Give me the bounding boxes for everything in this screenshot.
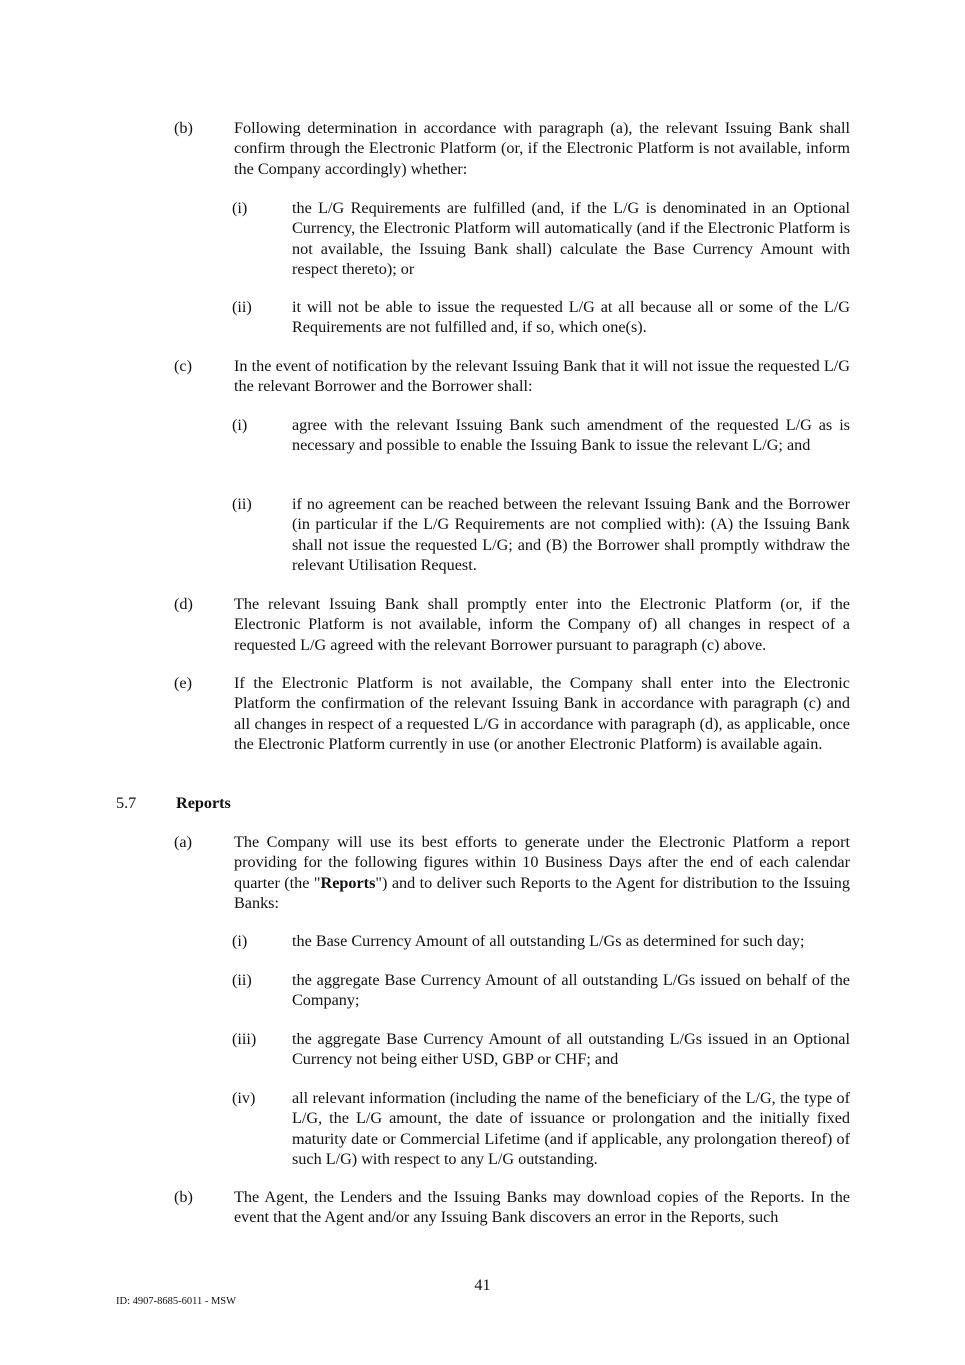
subparagraph-text: all relevant information (including the name of the beneficiary of the L/G, the type of L/G, the L/G amount, the date of issuance or prolongation and the initially fixed maturity date or Commercial Lifetime (and if applicable, any prolongation thereof) of such L/G) with respect to any L/G outstanding. [292,1089,850,1169]
paragraph-text: The Agent, the Lenders and the Issuing Banks may download copies of the Reports. In the event that the Agent and/or any Issuing Bank discovers an error in the Reports, such [234,1188,850,1227]
text-segment: ") and to deliver such Reports to the Agent for distribution to the Issuing Banks: [234,873,850,913]
subparagraph-label: (ii) [232,495,252,513]
document-id: ID: 4907-8685-6011 - MSW [116,1296,237,1307]
subparagraph-text: it will not be able to issue the requested L/G at all because all or some of the L/G Requirements are not fulfilled and, if so, which one(s). [292,298,850,337]
subparagraph-text: the Base Currency Amount of all outstanding L/Gs as determined for such day; [292,932,805,950]
section-number: 5.7 [116,794,137,812]
paragraph-label: (b) [174,119,193,137]
paragraph-label: (a) [174,833,192,851]
subparagraph-label: (iv) [232,1089,256,1107]
paragraph-label: (c) [174,357,192,375]
page-number: 41 [474,1276,491,1294]
subparagraph-label: (i) [232,416,248,434]
paragraph-label: (d) [174,595,193,613]
subparagraph-label: (i) [232,199,248,217]
subparagraph-label: (i) [232,932,248,950]
subparagraph-text: the L/G Requirements are fulfilled (and, if the L/G is denominated in an Optional Currency, the Electronic Platform will automatically (and if the Electronic Platform is not available, the Issuing Bank shall) calculate the Base Currency Amount with respect thereto); or [292,199,850,279]
section-title: Reports [176,794,231,812]
subparagraph-text: the aggregate Base Currency Amount of all outstanding L/Gs issued on behalf of the Company; [292,971,850,1010]
paragraph-text: Following determination in accordance with paragraph (a), the relevant Issuing Bank shall confirm through the Electronic Platform (or, if the Electronic Platform is not available, inform the Company accordingly) whether: [234,119,850,178]
paragraph-label: (e) [174,674,192,692]
subparagraph-text: if no agreement can be reached between the relevant Issuing Bank and the Borrower (in particular if the L/G Requirements are not complied with): (A) the Issuing Bank shall not issue the requested L/G; and (B) the Borrower shall promptly withdraw the relevant Utilisation Request. [292,495,850,575]
subparagraph-text: the aggregate Base Currency Amount of all outstanding L/Gs issued in an Optional Currency not being either USD, GBP or CHF; and [292,1030,850,1069]
subparagraph-label: (ii) [232,971,252,989]
text-segment: The Company will use its best efforts to generate under the Electronic Platform a report providing for the following figures within 10 Business Days after the end of each calendar quarter (the " [234,833,850,892]
subparagraph-label: (iii) [232,1030,257,1048]
paragraph-text [234,832,850,914]
paragraph-text: If the Electronic Platform is not available, the Company shall enter into the Electronic Platform the confirmation of the relevant Issuing Bank in accordance with paragraph (c) and all changes in respect of a requested L/G in accordance with paragraph (d), as applicable, once the Electronic Platform currently in use (or another Electronic Platform) is available again. [234,674,850,754]
paragraph-text: In the event of notification by the relevant Issuing Bank that it will not issue the requested L/G the relevant Borrower and the Borrower shall: [234,357,850,396]
subparagraph-text: agree with the relevant Issuing Bank such amendment of the requested L/G as is necessary and possible to enable the Issuing Bank to issue the relevant L/G; and [292,416,850,455]
subparagraph-label: (ii) [232,298,252,316]
defined-term: Reports [320,873,376,892]
paragraph-text: The relevant Issuing Bank shall promptly enter into the Electronic Platform (or, if the Electronic Platform is not available, inform the Company of) all changes in respect of a requested L/G agreed with the relevant Borrower pursuant to paragraph (c) above. [234,595,850,654]
paragraph-label: (b) [174,1188,193,1206]
